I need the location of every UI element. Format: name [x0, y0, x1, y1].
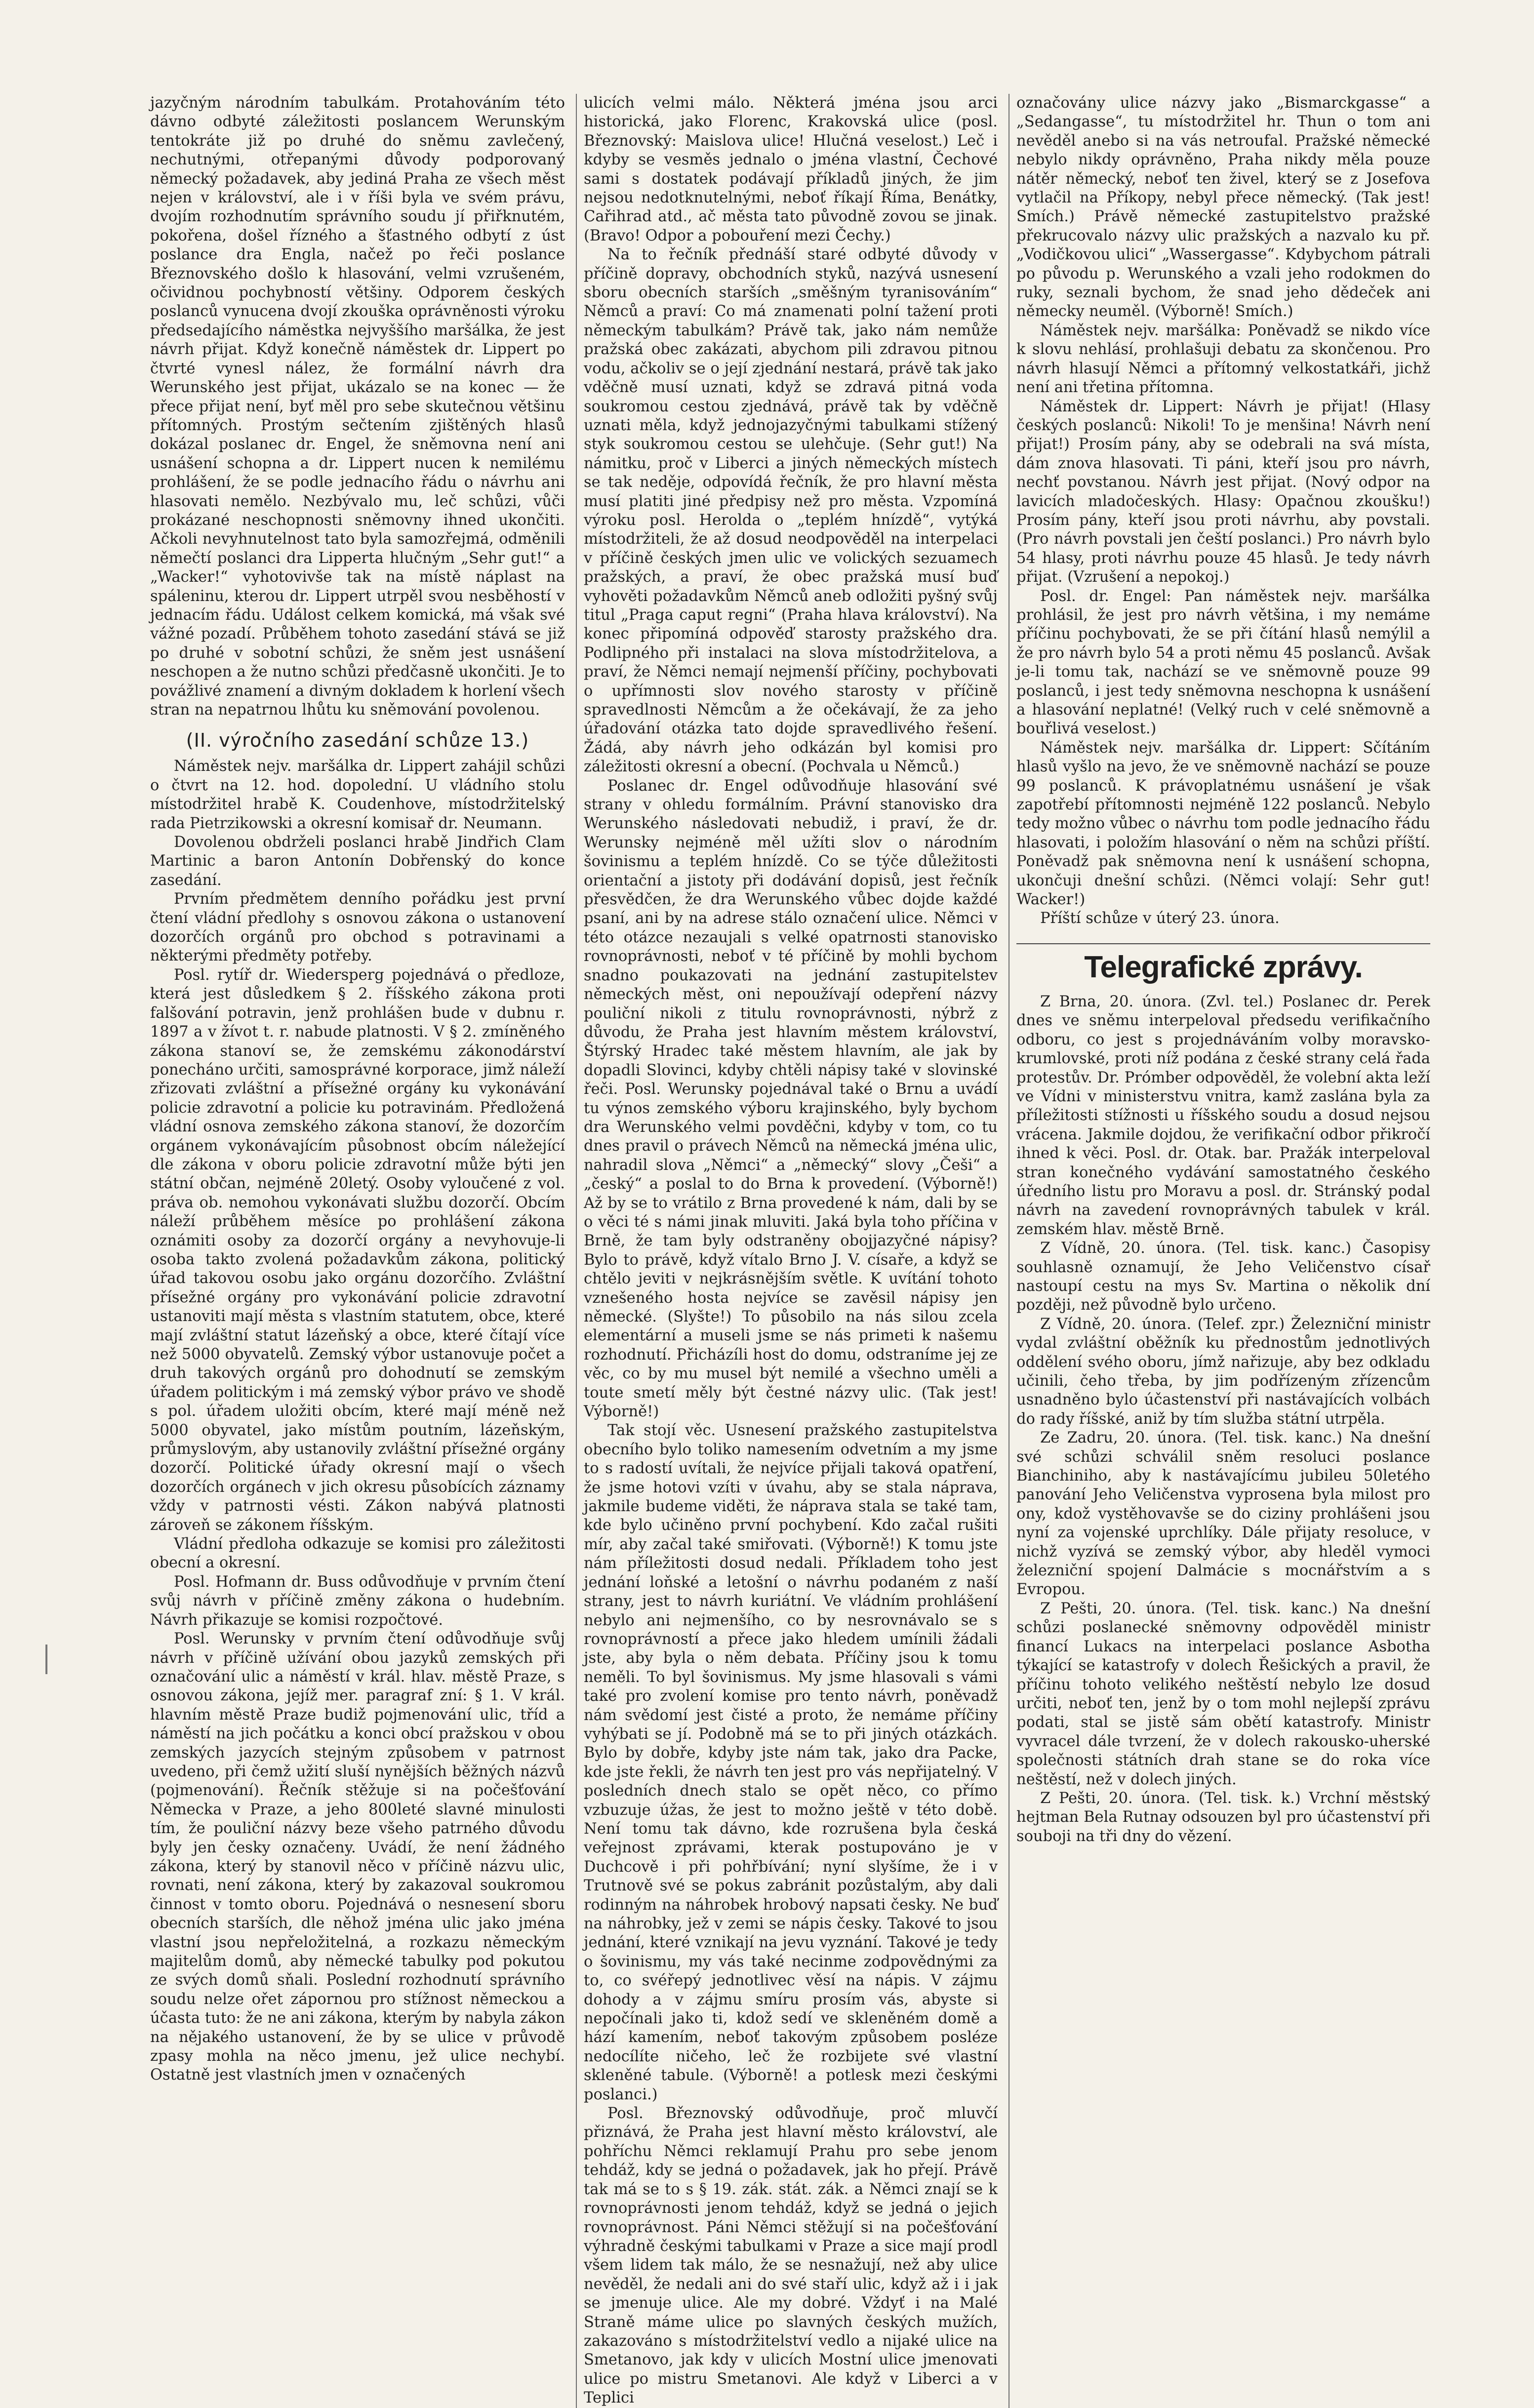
article-paragraph: Tak stojí věc. Usnesení pražského zastupitelstva obecního bylo toliko namesením odvetním a my jsme to s radostí uvítali, že nejvíce přijali taková opatření, že jsme hotovi vzíti v úvahu, aby se stala náprava, jakmile budeme viděti, že náprava stala se také tam, kde bylo učiněno první pochybení. Kdo začal rušiti mír, aby začal také smiřovati. (Výborně!) K tomu jste nám příležitosti dosud nedali. Příkladem toho jest jednání loňské a letošní o návrhu podaném z naší strany, jest to návrh kuriátní. Ve vládním prohlášení nebylo ani nejmenšího, co by nesrovnávalo se s rovnoprávností a přece jako hledem umínili žádali jste, aby byla o něm debata. Příčiny jsou k tomu neměli. To byl šovinismus. My jsme hlasovali s vámi také pro zvolení komise pro tento návrh, poněvadž nám svědomí jest čisté a proto, že nemáme příčiny vyhýbati se jí. Podobně má se to při jiných otázkách. Bylo by dobře, kdyby jste nám tak, jako dra Packe, kde jste řekli, že návrh ten jest pro vás nepřijatelný. V posledních dnech stalo se opět něco, co přímo vzbuzuje úžas, že jest to možno ještě v této době. Není tomu tak dávno, kde rozrušena byla česká veřejnost zprávami, kterak postupováno je v Duchcově i při pohřbívání; nyní slyšíme, že i v Trutnově své se pokus zabránit pozůstalým, aby dali rodinným na náhrobek hrobový napsati česky. Ne buď na náhrobky, jež v zemi se nápis česky. Takové to jsou jednání, které vznikají na jevu vyznání. Takové je tedy o šovinismu, my vás také necinme zodpovědnými za to, co svéřepý jednotlivec věsí na nápis. V zájmu dohody a v zájmu smíru prosím vás, abyste si nepočínali jako ti, kdož sedí ve skleněném domě a hází kamením, neboť takovým způsobem posléze nedocílíte ničeho, leč že rozbijete své vlastní skleněné tabule. (Výborně! a potlesk mezi českými poslanci.) [584, 1422, 998, 2103]
article-paragraph: jazyčným národním tabulkám. Protahováním této dávno odbyté záležitosti poslancem Werunským tentokráte již po druhé do sněmu zavlečený, nechutnými, otřepanými důvody podporovaný německý požadavek, aby jediná Praha ze všech měst nejen v království, ale i v říši byla ve svém právu, dvojím rozhodnutím správního soudu jí přiřknutém, pokořena, došel řízného a šťastného odbytí z úst poslance dra Engla, načež po řeči poslance Březnovského došlo k hlasování, velmi vzrušeném, očividnou pochybností většiny. Odporem českých poslanců vynucena dvojí zkouška oprávněnosti výroku předsedajícího náměstka nejvyššího maršálka, že jest návrh přijat. Když konečně náměstek dr. Lippert po čtvrté vynesl nález, že formální návrh dra Werunského jest přijat, ukázalo se na konec — že přece přijat není, byť měl pro sebe skutečnou většinu přítomných. Prostým sečtením zjištěných hlasů dokázal poslanec dr. Engel, že sněmovna není ani usnášení schopna a dr. Lippert nucen k nemilému prohlášení, že se podle jednacího řádu o návrhu ani hlasovati nemělo. Nezbývalo mu, leč schůzi, vůči prokázané neschopnosti sněmovny ihned ukončiti. Ačkoli nevyhnutelnost tato byla samozřejmá, odměnili němečtí poslanci dra Lipperta hlučným „Sehr gut!“ a „Wacker!“ vyhotovivše tak na místě náplast na spáleninu, kterou dr. Lippert utrpěl svou nesběhostí v jednacím řádu. Událost celkem komická, má však své vážné pozadí. Průběhem tohoto zasedání stává se již po druhé v sobotní schůzi, že sněm jest usnášení neschopen a že nutno schůzi předčasně ukončiti. Je to povážlivé znamení a divným dokladem k horlení všech stran na nepatrnou lhůtu ku sněmování povolenou. [150, 94, 565, 719]
column-1 [143, 94, 572, 2408]
news-item: Z Pešti, 20. února. (Tel. tisk. kanc.) Na dnešní schůzi poslanecké sněmovny odpověděl ministr financí Lukacs na interpelaci poslance Asbotha týkající se katastrofy v dolech Řešických a pravil, že příčinu tohoto velikého neštěstí nebylo lze dosud určiti, neboť ten, jenž by o tom mohl nejlepší zprávu podati, stal se jistě sám obětí katastrofy. Ministr vyvracel dále tvrzení, že v dolech rakousko-uherské společnosti státních drah stane se do roka více neštěstí, než v dolech jiných. [1016, 1600, 1430, 1788]
article-paragraph: Na to řečník přednáší staré odbyté důvody v příčině dopravy, obchodních styků, nazývá usnesení sboru obecních starších „směšným tyranisováním“ Němců a praví: Co má znamenati polní tažení proti německým tabulkám? Právě tak, jako nám nemůže pražská obec zakázati, abychom pili zdravou pitnou vodu, ačkoliv se o její zjednání nestará, právě tak jako vděčně musí uznati, když se zdravá pitná voda soukromou cestou zjednává, právě tak by vděčně uznati měla, když jednojazyčnými tabulkami stížený styk soukromou cestou se ulehčuje. (Sehr gut!) Na námitku, proč v Liberci a jiných německých místech se tak neděje, odpovídá řečník, že pro hlavní města musí platiti jiné předpisy než pro města. Vzpomíná výroku posl. Herolda o „teplém hnízdě“, vytýká místodržiteli, že až dosud neodpověděl na interpelaci v příčině českých jmen ulic ve volických sezuamech pražských, a praví, že obec pražská musí buď vyhověti požadavkům Němců aneb odložiti pyšný svůj titul „Praga caput regni“ (Praha hlava království). Na konec připomíná odpověď starosty pražského dra. Podlipného při instalaci na slova místodržitelova, a praví, že Němci nemají nejmenší příčiny, pochybovati o upřímnosti slov nového starosty v příčině spravedlnosti Němcům a že očekávají, že za jeho úřadování otázka tato dojde spravedlivého řešení. Žádá, aby návrh jeho odkázán byl komisi pro záležitosti okresní a obecní. (Pochvala u Němců.) [584, 246, 998, 776]
article-paragraph: Posl. Hofmann dr. Buss odůvodňuje v prvním čtení svůj návrh v příčině změny zákona o hudebním. Návrh přikazuje se komisi rozpočtové. [150, 1573, 565, 1629]
section-heading: Telegrafické zprávy. [1016, 943, 1430, 988]
news-item: Z Brna, 20. února. (Zvl. tel.) Poslanec dr. Perek dnes ve sněmu interpeloval předsedu verifikačního odboru, co jest s projednáváním volby moravsko-krumlovské, proti níž podána z české strany celá řada protestův. Dr. Prómber odpověděl, že volební akta leží ve Vídni v ministerstvu vnitra, kamž zaslána byla za příležitosti stížnosti u říšského soudu a dosud nejsou vrácena. Jakmile dojdou, že verifikační odbor přikročí ihned k věci. Posl. dr. Otak. bar. Pražák interpeloval stran konečného vydávání samostatného českého úředního listu pro Moravu a posl. dr. Stránský podal návrh na zavedení rovnoprávných tabulek v král. zemském hlav. městě Brně. [1016, 993, 1430, 1238]
article-paragraph: Vládní předloha odkazuje se komisi pro záležitosti obecní a okresní. [150, 1535, 565, 1572]
article-paragraph: Posl. dr. Engel: Pan náměstek nejv. maršálka prohlásil, že jest pro návrh většina, i my nemáme příčinu pochybovati, že se při čítání hlasů nemýlil a že pro návrh bylo 54 a proti němu 45 poslanců. Avšak je-li tomu tak, nachází se ve sněmovně pouze 99 poslanců, i jest tedy sněmovna neschopna k usnášení a hlasování neplatné! (Velký ruch v celé sněmovně a bouřlivá veselost.) [1016, 587, 1430, 738]
news-item: Ze Zadru, 20. února. (Tel. tisk. kanc.) Na dnešní své schůzi schválil sněm resoluci poslance Bianchiniho, aby k nastávajícímu jubileu 50letého panování Jeho Veličenstva vyprosena byla milost pro ony, kdož vystěhovavše se do ciziny prohlášeni jsou nyní za vojenské uprchlíky. Dále přijaty resoluce, v nichž vyzívá se zemský výbor, aby hleděl vymoci železniční spojení Dalmácie s mocnářstvím a s Evropou. [1016, 1429, 1430, 1599]
article-paragraph: Poslanec dr. Engel odůvodňuje hlasování své strany v ohledu formálním. Právní stanovisko dra Werunského následovati nebudiž, i praví, že dr. Werunsky nejméně měl užíti slov o národním šovinismu a teplém hnízdě. Co se týče důležitosti orientační a jistoty při dodávání dopisů, jest řečník přesvědčen, že dra Werunského vůbec dojde každé psaní, ani by na adrese stálo označení ulice. Němci v této otázce nezaujali s velké opatrnosti stanovisko rovnoprávnosti, neboť v té příčině by mohli bychom snadno poukazovati na jednání zastupitelstev německých měst, oni nepoužívají odepření názvy pouliční nikoli z titulu rovnoprávnosti, nýbrž z důvodu, že Praha jest hlavním městem království, Štýrský Hradec také městem hlavním, ale jak by dopadli Slovinci, kdyby chtěli nápisy také v slovinské řeči. Posl. Werunsky pojednával také o Brnu a uvádí tu výnos zemského výboru krajinského, byly bychom dra Werunského velmi povděčni, kdyby v tom, co tu dnes pravil o právech Němců na německá jména ulic, nahradil slova „Němci“ a „německý“ slovy „Češi“ a „český“ a poslal to do Brna k provedení. (Výborně!) Až by se to vrátilo z Brna provedené k nám, dali by se o věci té s námi jinak mluviti. Jaká byla toho příčina v Brně, že tam byly odstraněny obojjazyčné nápisy? Bylo to právě, když vítalo Brno J. V. císaře, a když se chtělo jeviti v nejkrásnějším světle. K uvítání tohoto vznešeného hosta nejvíce se zavěsil nápisy jen německé. (Slyšte!) To působilo na nás silou zcela elementární a museli jsme se nás primeti k našemu rozhodnutí. Přicházíli host do domu, odstraníme jej ze věc, co by mu musel být nemilé a všechno uměli a toute smetí měly být čestné názvy ulic. (Tak jest! Výborně!) [584, 777, 998, 1421]
news-item: Z Vídně, 20. února. (Tel. tisk. kanc.) Časopisy souhlasně oznamují, že Jeho Veličenstvo císař nastoupí cestu na mys Sv. Martina o několik dní později, než původně bylo určeno. [1016, 1240, 1430, 1314]
margin-mark [45, 1645, 47, 1674]
news-item: Z Vídně, 20. února. (Telef. zpr.) Železniční ministr vydal zvláštní oběžník ku přednostům jednotlivých oddělení svého oboru, jímž nařizuje, aby bez odkladu učinili, čeho třeba, by jim podřízeným zřízencům usnadněno bylo účastenství při nastávajících volbách do rady říšské, aniž by tím služba státní utrpěla. [1016, 1315, 1430, 1428]
article-paragraph: Příští schůze v úterý 23. února. [1040, 910, 1280, 927]
article-paragraph: označovány ulice názvy jako „Bismarckgasse“ a „Sedangasse“, tu místodržitel hr. Thun o tom ani nevěděl anebo si na vás netroufal. Pražské německé nebylo nikdy oprávněno, Praha nikdy měla pouze nátěr německý, neboť ten živel, který se z Josefova vytlačil na Příkopy, nebyl přece německý. (Tak jest! Smích.) Právě německé zastupitelstvo pražské překrucovalo názvy ulic pražských a nazvalo ku př. „Vodičkovou ulici“ „Wassergasse“. Kdybychom pátrali po původu p. Werunského a vzali jeho rodokmen do ruky, seznali bychom, že snad jeho dědeček ani německy neuměl. (Výborně! Smích.) [1016, 94, 1430, 321]
column-2 [576, 94, 1005, 2408]
article-paragraph: Náměstek dr. Lippert: Návrh je přijat! (Hlasy českých poslanců: Nikoli! To je menšina! Návrh není přijat!) Prosím pány, aby se odebrali na svá místa, dám znova hlasovati. Ti páni, kteří jsou pro návrh, nechť povstanou. Návrh jest přijat. (Nový odpor na lavicích mladočeských. Hlasy: Opačnou zkoušku!) Prosím pány, kteří jsou proti návrhu, aby povstali. (Pro návrh povstali jen čeští poslanci.) Pro návrh bylo 54 hlasy, proti návrhu pouze 45 hlasů. Je tedy návrh přijat. (Vzrušení a nepokoj.) [1016, 398, 1430, 586]
article-paragraph: Posl. rytíř dr. Wiedersperg pojednává o předloze, která jest důsledkem § 2. říšského zákona proti falšování potravin, jenž prohlášen bude v dubnu r. 1897 a v žívot t. r. nabude platnosti. V § 2. zmíněného zákona stanoví se, že zemskému zákonodárství ponecháno určiti, samosprávné korporace, jimž náleží zřizovati zvláštní a přísežné orgány ku vykonávání policie zdravotní a policie ku potravinám. Předložená vládní osnova zemského zákona stanoví, že dozorčím orgánem vykonávajícím působnost obcím náležející dle zákona v oboru policie zdravotní může býti jen státní občan, nejméně 20letý. Osoby vyloučené z vol. práva ob. nemohou vykonávati službu dozorčí. Obcím náleží průběhem měsíce po prohlášení zákona oznámiti osoby za dozorčí orgány a nevyhovuje-li osoba takto zvolená požadavkům zákona, politický úřad takovou osobu jako orgánu dozorčího. Zvláštní přísežné orgány pro vykonávání policie zdravotní ustanoviti mají města s vlastním statutem, obce, které mají zvláštní statut lázeňský a obce, které čítají více než 5000 obyvatelů. Zemský výbor ustanovuje počet a druh takových orgánů pro dohodnutí se zemským úřadem politickým i má zemský výbor právo ve shodě s pol. úřadem uložiti obcím, které mají méně než 5000 obyvatel, jako místům poutním, lázeňským, průmyslovým, aby ustanovily zvláštní přísežné orgány dozorčí. Politické úřady okresní mají o všech dozorčích orgánech v jich okresu působících záznamy vždy v patrnosti vésti. Zákon nabývá platnosti zároveň se zákonem říšským. [150, 966, 565, 1534]
newspaper-page [143, 94, 1437, 2407]
article-paragraph: Náměstek nejv. maršálka dr. Lippert zahájil schůzi o čtvrt na 12. hod. dopolední. U vládního stolu místodržitel hrabě K. Coudenhove, místodržitelský rada Pietrzikowski a okresní komisař dr. Neumann. [150, 758, 565, 832]
session-title: (II. výročního zasedání schůze 13.) [186, 729, 529, 752]
article-paragraph: Prvním předmětem denního pořádku jest první čtení vládní předlohy s osnovou zákona o ustanovení dozorčích orgánů pro obchod s potravinami a některými předměty potřeby. [150, 890, 565, 965]
article-paragraph: Posl. Werunsky v prvním čtení odůvodňuje svůj návrh v příčině užívání obou jazyků zemských při označování ulic a náměstí v král. hlav. městě Praze, s osnovou zákona, jejíž mer. paragraf zní: § 1. V král. hlavním městě Praze budiž pojmenování ulic, tříd a náměstí na jich počátku a konci obcí pražskou v obou zemských jazycích stejným způsobem v patrnost uvedeno, při čemž užití sluší nynějších běžných názvů (pojmenování). Řečník stěžuje si na počešťování Německa v Praze, a jeho 800leté slavné minulosti tím, že pouliční názvy beze všeho patrného důvodu byly jen česky označeny. Uvádí, že není žádného zákona, který by stanovil něco v příčině názvu ulic, rovnati, není zákona, který by zakazoval soukromou činnost v tomto oboru. Pojednává o nesnesení sboru obecních starších, dle něhož jména ulic jako jména vlastní jsou nepřeložitelná, a rozkazu německým majitelům domů, aby německé tabulky pod pokutou ze svých domů sňali. Poslední rozhodnutí správního soudu nelze ořet zápornou pro stížnost německou a účasta tuto: že ne ani zákona, kterým by nabyla zákon na nějakého ustanovení, že by se ulice v průvodě zpasy mohla na něco jmenu, jež ulice nechybí. Ostatně jest vlastních jmen v označených [150, 1630, 565, 2084]
article-paragraph: Náměstek nejv. maršálka: Poněvadž se nikdo více k slovu nehlásí, prohlašuji debatu za skončenou. Pro návrh hlasují Němci a přítomný velkostatkáři, jichž není ani třetina přítomna. [1016, 321, 1430, 397]
article-paragraph: Dovolenou obdrželi poslanci hrabě Jindřich Clam Martinic a baron Antonín Dobřenský do konce zasedání. [150, 834, 565, 889]
article-paragraph: ulicích velmi málo. Některá jména jsou arci historická, jako Florenc, Krakovská ulice (posl. Březnovský: Maislova ulice! Hlučná veselost.) Leč i kdyby se vesměs jednalo o jména vlastní, Čechové sami s dostatek podávají příkladů jiných, že jim nejsou nedotknutelnými, neboť říkají Říma, Benátky, Cařihrad atd., ač města tato původně zovou se jinak. (Bravo! Odpor a pobouření mezi Čechy.) [584, 94, 998, 244]
column-3 [1009, 94, 1437, 2408]
article-paragraph: Náměstek nejv. maršálka dr. Lippert: Sčítáním hlasů vyšlo na jevo, že ve sněmovně nachází se pouze 99 poslanců. K právoplatnému usnášení je však zapotřebí přítomnosti nejméně 122 poslanců. Nebylo tedy možno vůbec o návrhu tom podle jednacího řádu hlasovati, i položím hlasování o něm na schůzi příští. Poněvadž pak sněmovna není k usnášení schopna, ukončuji dnešní schůzi. (Němci volají: Sehr gut! Wacker!) [1016, 739, 1430, 909]
article-paragraph: Posl. Březnovský odůvodňuje, proč mluvčí přiznává, že Praha jest hlavní město království, ale pohříchu Němci reklamují Prahu pro sebe jenom tehdáž, kdy se jedná o požadavek, jak ho přejí. Právě tak má se to s § 19. zák. stát. zák. a Němci znají se k rovnoprávnosti jenom tehdáž, když se jedná o jejich rovnoprávnost. Páni Němci stěžují si na počešťování výhradně českými tabulkami v Praze a sice mají prodl všem lidem tak málo, že se nesnažují, než aby ulice nevěděl, že nedali ani do své staří ulic, když až i i jak se jmenuje ulice. Ale my dobré. Vždyť i na Malé Straně máme ulice po slavných českých mužích, zakazováno s místodržitelství vedlo a nijaké ulice na Smetanovo, jak kdy v ulicích Mostní ulice jmenovati ulice po mistru Smetanovi. Ale když v Liberci a v Teplici [584, 2105, 998, 2407]
news-item: Z Pešti, 20. února. (Tel. tisk. k.) Vrchní městský hejtman Bela Rutnay odsouzen byl pro účastenství při souboji na tři dny do vězení. [1016, 1789, 1430, 1845]
